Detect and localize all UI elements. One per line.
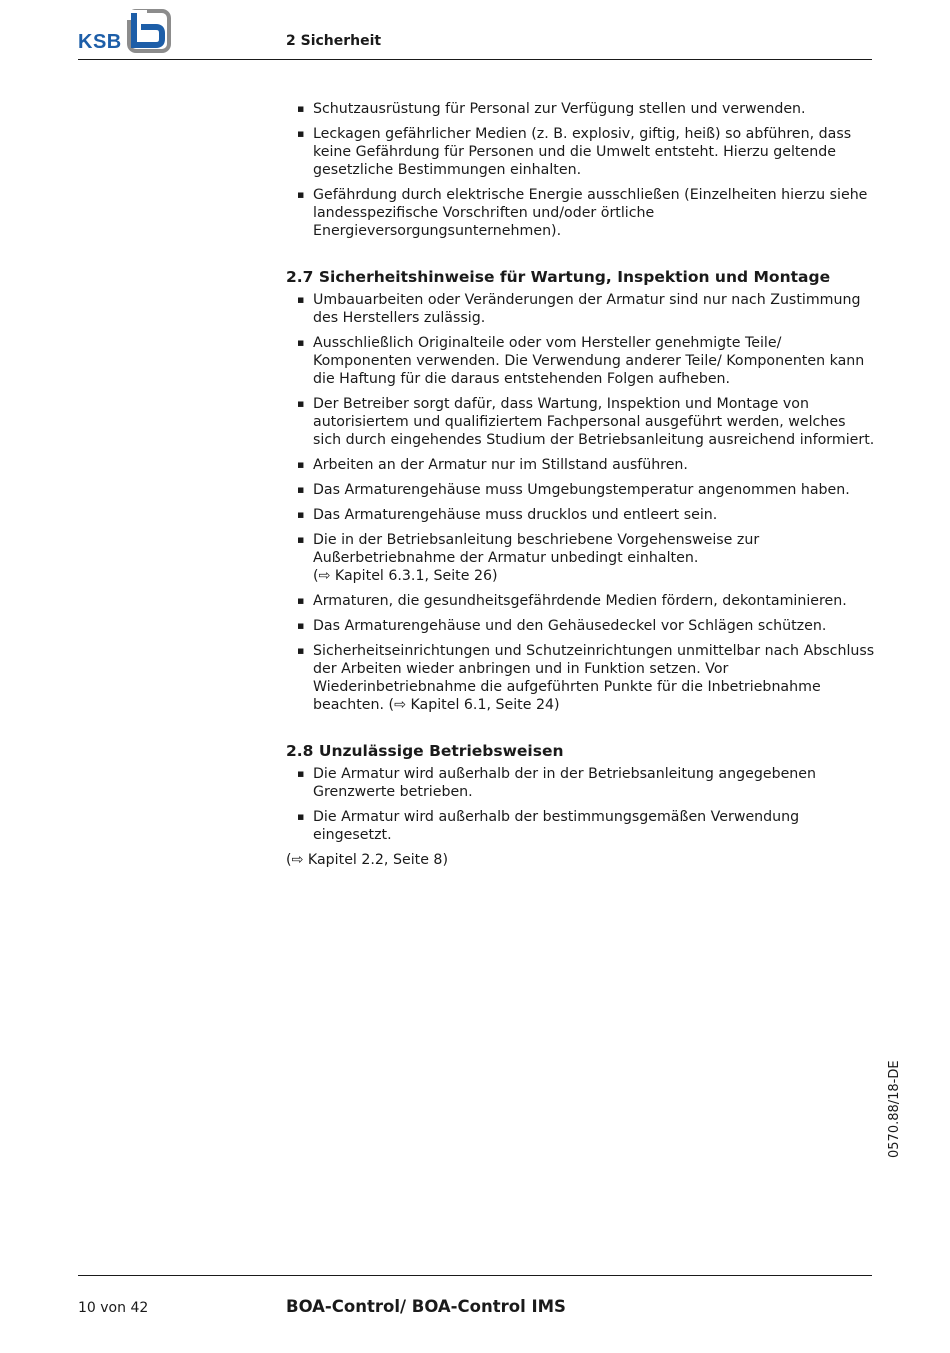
bullet-icon: ▪	[297, 483, 305, 496]
bullet-icon: ▪	[297, 594, 305, 607]
list-item: ▪ Die Armatur wird außerhalb der in der Betriebsanleitung angegebenen Grenzwerte betrieben.	[297, 766, 817, 800]
bullet-icon: ▪	[297, 458, 305, 471]
header-rule	[78, 59, 872, 60]
bullet-icon: ▪	[297, 810, 305, 823]
section-2-7-list	[286, 291, 876, 714]
list-item: ▪ Leckagen gefährlicher Medien (z. B. explosiv, giftig, heiß) so abführen, dass keine Gefährdung für Personen und die Umwelt entsteht. Hierzu geltende gesetzliche Bestimmungen einhalten.	[297, 126, 852, 178]
list-item: ▪ Umbauarbeiten oder Veränderungen der Armatur sind nur nach Zustimmung des Herstellers zulässig.	[297, 292, 861, 326]
intro-list	[286, 100, 876, 240]
logo-text: KSB	[78, 31, 122, 53]
page-number: 10 von 42	[78, 1300, 149, 1316]
header-title: 2 Sicherheit	[286, 33, 382, 49]
list-item: ▪ Gefährdung durch elektrische Energie ausschließen (Einzelheiten hierzu siehe landesspezifische Vorschriften und/oder örtliche Energieversorgungsunternehmen).	[297, 187, 868, 239]
bullet-icon: ▪	[297, 619, 305, 632]
bullet-icon: ▪	[297, 533, 305, 546]
list-item: ▪ Arbeiten an der Armatur nur im Stillstand ausführen.	[297, 457, 688, 473]
document-code: 0570.88/18-DE	[887, 1060, 902, 1158]
cross-reference-link[interactable]: (⇨ Kapitel 6.3.1, Seite 26)	[313, 568, 498, 584]
list-item: ▪ Schutzausrüstung für Personal zur Verfügung stellen und verwenden.	[297, 101, 806, 117]
list-item: ▪ Der Betreiber sorgt dafür, dass Wartung, Inspektion und Montage von autorisiertem und qualifiziertem Fachpersonal ausgeführt werden, welches sich durch eingehendes Studium der Betriebsanleitung ausreichend informiert.	[297, 396, 875, 448]
list-item: ▪ Die Armatur wird außerhalb der bestimmungsgemäßen Verwendung eingesetzt.	[297, 809, 800, 843]
document-title: BOA-Control/ BOA-Control IMS	[286, 1297, 566, 1316]
footer-rule	[78, 1275, 872, 1276]
ksb-logo-mark-icon	[126, 9, 172, 53]
ksb-logo	[78, 9, 174, 53]
bullet-icon: ▪	[297, 188, 305, 201]
section-heading-2-8: 2.8 Unzulässige Betriebsweisen	[286, 742, 564, 760]
list-item: ▪ Sicherheitseinrichtungen und Schutzeinrichtungen unmittelbar nach Abschluss der Arbeiten wieder anbringen und in Funktion setzen. Vor Wiederinbetriebnahme die aufgeführten Punkte für die Inbetriebnahme beachten. (⇨ Kapitel 6.1, Seite 24)	[297, 643, 875, 713]
page-content	[286, 100, 876, 869]
bullet-icon: ▪	[297, 644, 305, 657]
bullet-icon: ▪	[297, 767, 305, 780]
cross-reference-link[interactable]: (⇨ Kapitel 6.1, Seite 24)	[388, 697, 560, 713]
list-item: ▪ Das Armaturengehäuse muss drucklos und entleert sein.	[297, 507, 718, 523]
list-item: ▪ Das Armaturengehäuse muss Umgebungstemperatur angenommen haben.	[297, 482, 850, 498]
list-item: ▪ Ausschließlich Originalteile oder vom Hersteller genehmigte Teile/ Komponenten verwenden. Die Verwendung anderer Teile/ Komponenten kann die Haftung für die daraus entstehenden Folgen aufheben.	[297, 335, 865, 387]
section-heading-2-7: 2.7 Sicherheitshinweise für Wartung, Inspektion und Montage	[286, 268, 831, 286]
bullet-icon: ▪	[297, 293, 305, 306]
list-item: ▪ Die in der Betriebsanleitung beschriebene Vorgehensweise zur Außerbetriebnahme der Armatur unbedingt einhalten. (⇨ Kapitel 6.3.1, Seite 26)	[297, 532, 760, 584]
list-item: ▪ Armaturen, die gesundheitsgefährdende Medien fördern, dekontaminieren.	[297, 593, 847, 609]
bullet-icon: ▪	[297, 102, 305, 115]
bullet-icon: ▪	[297, 127, 305, 140]
section-2-8-list	[286, 765, 876, 844]
cross-reference-link[interactable]: (⇨ Kapitel 2.2, Seite 8)	[286, 852, 448, 868]
bullet-icon: ▪	[297, 397, 305, 410]
bullet-icon: ▪	[297, 508, 305, 521]
list-item: ▪ Das Armaturengehäuse und den Gehäusedeckel vor Schlägen schützen.	[297, 618, 827, 634]
bullet-icon: ▪	[297, 336, 305, 349]
